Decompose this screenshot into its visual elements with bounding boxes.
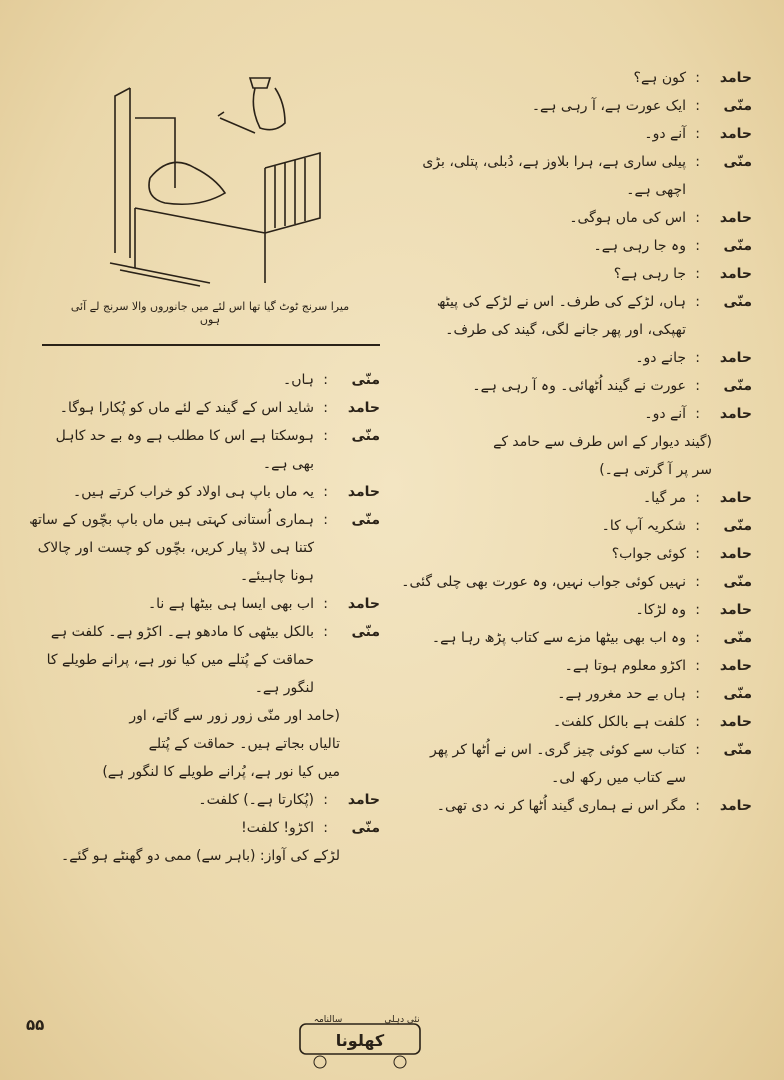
- speaker-name: منّی: [723, 742, 752, 758]
- dialogue-text: وہ لڑکا۔: [635, 602, 686, 618]
- dialogue-line: [392, 404, 752, 425]
- doctor: [250, 78, 285, 130]
- colon-separator: :: [323, 400, 328, 416]
- dialogue-continuation: بھی ہے۔: [262, 456, 314, 472]
- speaker-name: حامد: [719, 406, 752, 422]
- speaker-name: منّی: [723, 238, 752, 254]
- speaker-name: منّی: [351, 372, 380, 388]
- dialogue-text: ہماری اُستانی کہتی ہیں ماں باپ بچّوں کے ساتھ: [29, 512, 314, 528]
- colon-separator: :: [695, 406, 700, 422]
- dialogue-line: [392, 684, 752, 705]
- masthead-title: کھلونا: [335, 1031, 385, 1050]
- bed-rails: [275, 158, 305, 228]
- dialogue-text: اکڑو معلوم ہوتا ہے۔: [564, 658, 686, 674]
- colon-separator: :: [695, 98, 700, 114]
- dialogue-text: وہ جا رہی ہے۔: [593, 238, 686, 254]
- dialogue-line: [40, 818, 380, 839]
- dialogue-line: [392, 152, 752, 173]
- page-number: ۵۵: [26, 1016, 45, 1034]
- dialogue-text: بالکل بیٹھی کا مادھو ہے۔ اکڑو ہے۔ کلفت ہے: [50, 624, 314, 640]
- speaker-name: حامد: [719, 266, 752, 282]
- dialogue-text: ہوسکتا ہے اس کا مطلب ہے وہ بے حد کاہل: [55, 428, 314, 444]
- dialogue-continuation: لنگور ہے۔: [254, 680, 314, 696]
- speaker-name: حامد: [719, 126, 752, 142]
- dialogue-text: ایک عورت ہے، آ رہی ہے۔: [531, 98, 686, 114]
- dialogue-text: آنے دو۔: [644, 406, 686, 422]
- dialogue-text: آنے دو۔: [644, 126, 686, 142]
- speaker-name: منّی: [723, 686, 752, 702]
- dialogue-line: [392, 348, 752, 369]
- dialogue-line: [392, 628, 752, 649]
- dialogue-text: ہاں بے حد مغرور ہے۔: [557, 686, 686, 702]
- dialogue-continuation: کتنا ہی لاڈ پیار کریں، بچّوں کو چست اور چالاک: [37, 540, 314, 556]
- speaker-name: منّی: [723, 574, 752, 590]
- dialogue-text: جانے دو۔: [635, 350, 686, 366]
- syringe: [218, 112, 255, 133]
- dialogue-line: [392, 264, 752, 285]
- dialogue-text: کون ہے؟: [633, 70, 686, 86]
- speaker-name: منّی: [723, 518, 752, 534]
- colon-separator: :: [695, 490, 700, 506]
- colon-separator: :: [695, 210, 700, 226]
- speaker-name: حامد: [719, 798, 752, 814]
- dialogue-line: [392, 572, 752, 593]
- speaker-name: منّی: [351, 428, 380, 444]
- speaker-name: منّی: [723, 294, 752, 310]
- colon-separator: :: [695, 546, 700, 562]
- dialogue-line: [392, 600, 752, 621]
- dialogue-text: کلفت ہے بالکل کلفت۔: [553, 714, 686, 730]
- dialogue-text: اب بھی ایسا ہی بیٹھا ہے نا۔: [147, 596, 314, 612]
- dialogue-line: [40, 398, 380, 419]
- colon-separator: :: [323, 596, 328, 612]
- dialogue-text: ہاں، لڑکے کی طرف۔ اس نے لڑکے کی پیٹھ: [436, 294, 686, 310]
- floor-lines: [110, 263, 210, 286]
- colon-separator: :: [695, 602, 700, 618]
- masthead-subtitle: سالنامہ: [313, 1015, 343, 1025]
- dialogue-text: کتاب سے کوئی چیز گری۔ اس نے اُٹھا کر پھر: [430, 742, 686, 758]
- colon-separator: :: [695, 686, 700, 702]
- dialogue-text: جا رہی ہے؟: [613, 266, 686, 282]
- dialogue-line: [392, 124, 752, 145]
- dialogue-text: (پُکارتا ہے۔) کلفت۔: [198, 792, 314, 808]
- speaker-name: حامد: [719, 350, 752, 366]
- speaker-name: حامد: [347, 596, 380, 612]
- patient: [149, 162, 225, 204]
- speaker-name: حامد: [719, 490, 752, 506]
- speaker-name: حامد: [719, 602, 752, 618]
- stage-direction: لڑکے کی آواز: (باہر سے) ممی دو گھنٹے ہو گئے۔: [61, 848, 340, 864]
- colon-separator: :: [323, 428, 328, 444]
- speaker-name: حامد: [719, 714, 752, 730]
- dialogue-line: [392, 740, 752, 761]
- dialogue-line: [392, 656, 752, 677]
- dialogue-text: شکریہ آپ کا۔: [601, 518, 686, 534]
- colon-separator: :: [695, 266, 700, 282]
- colon-separator: :: [695, 126, 700, 142]
- speaker-name: منّی: [351, 512, 380, 528]
- dialogue-text: نہیں کوئی جواب نہیں، وہ عورت بھی چلی گئی۔: [401, 574, 686, 590]
- dialogue-text: کوئی جواب؟: [611, 546, 686, 562]
- colon-separator: :: [323, 484, 328, 500]
- speaker-name: منّی: [723, 630, 752, 646]
- colon-separator: :: [695, 658, 700, 674]
- dialogue-line: [40, 594, 380, 615]
- dialogue-line: [40, 426, 380, 447]
- dialogue-line: [392, 796, 752, 817]
- dialogue-line: [40, 622, 380, 643]
- stage-direction: سر پر آ گرتی ہے۔): [599, 462, 712, 478]
- dialogue-text: پیلی ساری ہے، ہرا بلاوز ہے، دُبلی، پتلی، بڑی: [422, 154, 686, 170]
- dialogue-continuation: سے کتاب میں رکھ لی۔: [551, 770, 686, 786]
- colon-separator: :: [695, 574, 700, 590]
- speaker-name: حامد: [719, 70, 752, 86]
- speaker-name: حامد: [347, 400, 380, 416]
- dialogue-line: [392, 712, 752, 733]
- colon-separator: :: [695, 378, 700, 394]
- speaker-name: منّی: [723, 378, 752, 394]
- door-outline: [115, 88, 130, 258]
- colon-separator: :: [323, 372, 328, 388]
- dialogue-line: [40, 482, 380, 503]
- colon-separator: :: [323, 624, 328, 640]
- dialogue-text: شاید اس کے گیند کے لئے ماں کو پُکارا ہوگا۔: [59, 400, 314, 416]
- colon-separator: :: [695, 70, 700, 86]
- masthead-city: نئی دہلی: [384, 1015, 420, 1025]
- speaker-name: حامد: [719, 210, 752, 226]
- colon-separator: :: [695, 630, 700, 646]
- colon-separator: :: [695, 742, 700, 758]
- speaker-name: حامد: [347, 484, 380, 500]
- dialogue-text: عورت نے گیند اُٹھائی۔ وہ آ رہی ہے۔: [472, 378, 686, 394]
- dialogue-line: [392, 236, 752, 257]
- colon-separator: :: [695, 350, 700, 366]
- dialogue-continuation: تھپکی، اور پھر جانے لگی، گیند کی طرف۔: [445, 322, 686, 338]
- right-column-dialogue: [392, 68, 752, 824]
- speaker-name: منّی: [351, 624, 380, 640]
- stage-direction: میں کیا نور ہے، پُرانے طویلے کا لنگور ہے): [102, 764, 340, 780]
- colon-separator: :: [695, 238, 700, 254]
- dialogue-text: یہ ماں باپ ہی اولاد کو خراب کرتے ہیں۔: [73, 484, 314, 500]
- dialogue-text: مگر اس نے ہماری گیند اُٹھا کر نہ دی تھی۔: [436, 798, 686, 814]
- dialogue-text: ہاں۔: [283, 372, 314, 388]
- magazine-masthead-logo: [290, 1010, 430, 1070]
- colon-separator: :: [695, 294, 700, 310]
- dialogue-line: [392, 292, 752, 313]
- dialogue-line: [40, 370, 380, 391]
- dialogue-continuation: اچھی ہے۔: [626, 182, 686, 198]
- colon-separator: :: [323, 512, 328, 528]
- speaker-name: حامد: [719, 658, 752, 674]
- dialogue-line: [392, 96, 752, 117]
- dialogue-line: [392, 516, 752, 537]
- dialogue-line: [392, 376, 752, 397]
- speaker-name: منّی: [723, 98, 752, 114]
- dialogue-line: [392, 208, 752, 229]
- headboard: [135, 118, 175, 188]
- dialogue-text: وہ اب بھی بیٹھا مزے سے کتاب پڑھ رہا ہے۔: [431, 630, 686, 646]
- colon-separator: :: [695, 798, 700, 814]
- section-divider: [42, 344, 380, 346]
- dialogue-text: مر گیا۔: [642, 490, 686, 506]
- dialogue-line: [392, 68, 752, 89]
- stage-direction: (حامد اور منّی زور زور سے گاتے، اور: [129, 708, 340, 724]
- cartoon-caption: میرا سرنج ٹوٹ گیا تھا اس لئے میں جانوروں والا سرنج لے آئی ہوں: [70, 300, 350, 326]
- dialogue-text: اکڑو! کلفت!: [241, 820, 314, 836]
- stage-direction: تالیاں بجاتے ہیں۔ حماقت کے پُتلے: [148, 736, 340, 752]
- dialogue-continuation: حماقت کے پُتلے میں کیا نور ہے، پرانے طویلے کا: [46, 652, 314, 668]
- colon-separator: :: [695, 154, 700, 170]
- dialogue-text: اس کی ماں ہوگی۔: [569, 210, 686, 226]
- left-column-dialogue: [29, 370, 380, 874]
- speaker-name: حامد: [719, 546, 752, 562]
- dialogue-line: [392, 488, 752, 509]
- colon-separator: :: [695, 518, 700, 534]
- dialogue-line: [392, 544, 752, 565]
- speaker-name: منّی: [351, 820, 380, 836]
- colon-separator: :: [323, 820, 328, 836]
- dialogue-continuation: ہونا چاہیئے۔: [239, 568, 314, 584]
- speaker-name: منّی: [723, 154, 752, 170]
- colon-separator: :: [695, 714, 700, 730]
- speaker-name: حامد: [347, 792, 380, 808]
- dialogue-line: [40, 790, 380, 811]
- colon-separator: :: [323, 792, 328, 808]
- dialogue-line: [29, 510, 380, 531]
- hospital-bed-cartoon: [90, 58, 330, 288]
- bed-frame: [135, 153, 320, 283]
- stage-direction: (گیند دیوار کے اس طرف سے حامد کے: [493, 434, 712, 450]
